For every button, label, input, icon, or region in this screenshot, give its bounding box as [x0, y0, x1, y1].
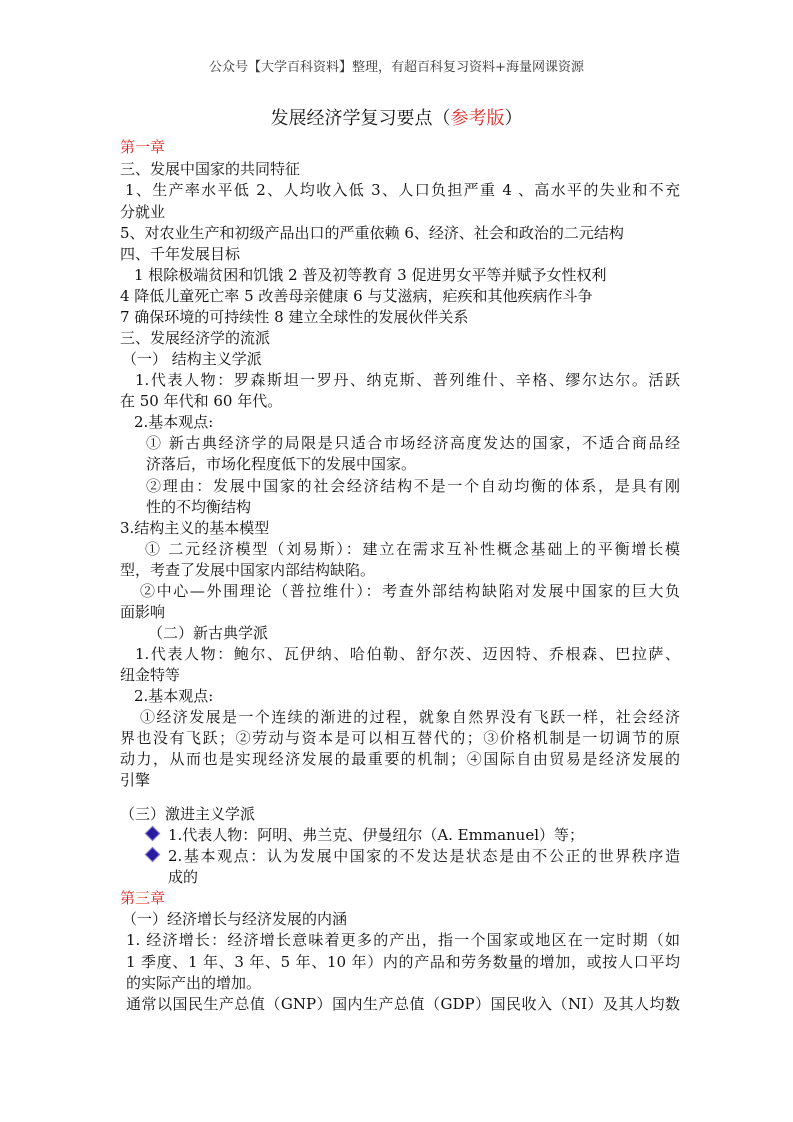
page-header-note: 公众号【大学百科资料】整理，有超百科复习资料+海量网课资源 — [209, 60, 584, 75]
text-line: 3.结构主义的基本模型 — [120, 519, 270, 537]
title-end: ） — [504, 108, 523, 129]
text-line: 通常以国民生产总值（GNP）国内生产总值（GDP）国民收入（NI）及其人均数 — [126, 995, 680, 1013]
text-line: 5、对农业生产和初级产品出口的严重依赖 6、经济、社会和政治的二元结构 — [120, 224, 624, 242]
text-line: ②中心—外围理论（普拉维什）：考查外部结构缺陷对发展中国家的巨大负 — [140, 582, 680, 600]
text-line: 型，考查了发展中国家内部结构缺陷。 — [120, 561, 376, 579]
text-line: 成的 — [168, 868, 199, 886]
text-line: 分就业 — [120, 203, 166, 221]
text-line: 界也没有飞跃；②劳动与资本是可以相互替代的；③价格机制是一切调节的原 — [120, 729, 680, 747]
text-line: ②理由：发展中国家的社会经济结构不是一个自动均衡的体系，是具有刚 — [146, 477, 680, 495]
text-line: 1.代表人物：阿明、弗兰克、伊曼纽尔（A. Emmanuel）等； — [168, 826, 585, 844]
title-highlight: 参考版 — [450, 108, 505, 129]
text-line: 济落后，市场化程度低下的发展中国家。 — [146, 455, 417, 473]
text-line: 面影响 — [120, 603, 166, 621]
section-heading: 三、发展中国家的共同特征 — [120, 160, 301, 178]
text-line: 引擎 — [120, 771, 151, 789]
text-line: 纽金特等 — [120, 666, 181, 684]
text-line: 7 确保环境的可持续性 8 建立全球性的发展伙伴关系 — [120, 308, 469, 326]
text-line: 2.基本观点: — [134, 687, 214, 705]
chapter-heading: 第一章 — [120, 138, 166, 156]
text-line: 1 根除极端贫困和饥饿 2 普及初等教育 3 促进男女平等并赋予女性权利 — [134, 266, 607, 284]
chapter-heading: 第三章 — [120, 889, 166, 907]
text-line: 1. 经济增长：经济增长意味着更多的产出，指一个国家或地区在一定时期（如 — [126, 931, 680, 949]
text-line: 1 季度、1 年、3 年、5 年、10 年）内的产品和劳务数量的增加，或按人口平均 — [126, 953, 680, 971]
text-line: 的实际产出的增加。 — [126, 974, 262, 992]
text-line: 在 50 年代和 60 年代。 — [120, 392, 283, 410]
diamond-bullet-icon — [145, 847, 161, 863]
text-line: 1.代表人物：罗森斯坦一罗丹、纳克斯、普列维什、辛格、缪尔达尔。活跃 — [135, 371, 680, 389]
text-line: 2.基本观点: — [134, 413, 214, 431]
subsection-heading: （一） 结构主义学派 — [122, 350, 262, 368]
text-line: 2.基本观点：认为发展中国家的不发达是状态是由不公正的世界秩序造 — [168, 847, 680, 865]
subsection-heading: （一）经济增长与经济发展的内涵 — [122, 910, 348, 928]
diamond-bullet-icon — [145, 826, 161, 842]
text-line: 性的不均衡结构 — [146, 498, 252, 516]
section-heading: 四、千年发展目标 — [120, 245, 241, 263]
text-line: ①经济发展是一个连续的渐进的过程，就象自然界没有飞跃一样，社会经济 — [140, 708, 680, 726]
subsection-heading: （三）激进主义学派 — [120, 805, 256, 823]
text-line: 1.代表人物：鲍尔、瓦伊纳、哈伯勒、舒尔茨、迈因特、乔根森、巴拉萨、 — [135, 645, 680, 663]
text-line: 1、生产率水平低 2、人均收入低 3、人口负担严重 4 、高水平的失业和不充 — [125, 181, 680, 199]
text-line: 动力，从而也是实现经济发展的最重要的机制；④国际自由贸易是经济发展的 — [120, 750, 680, 768]
title-main: 发展经济学复习要点（ — [270, 108, 451, 129]
text-line: ① 二元经济模型（刘易斯）：建立在需求互补性概念基础上的平衡增长模 — [145, 540, 680, 558]
text-line: 4 降低儿童死亡率 5 改善母亲健康 6 与艾滋病，疟疾和其他疾病作斗争 — [120, 287, 593, 305]
document-title — [0, 104, 793, 130]
subsection-heading: （二）新古典学派 — [148, 624, 269, 642]
text-line: ① 新古典经济学的局限是只适合市场经济高度发达的国家，不适合商品经 — [146, 434, 680, 452]
section-heading: 三、发展经济学的流派 — [120, 329, 271, 347]
